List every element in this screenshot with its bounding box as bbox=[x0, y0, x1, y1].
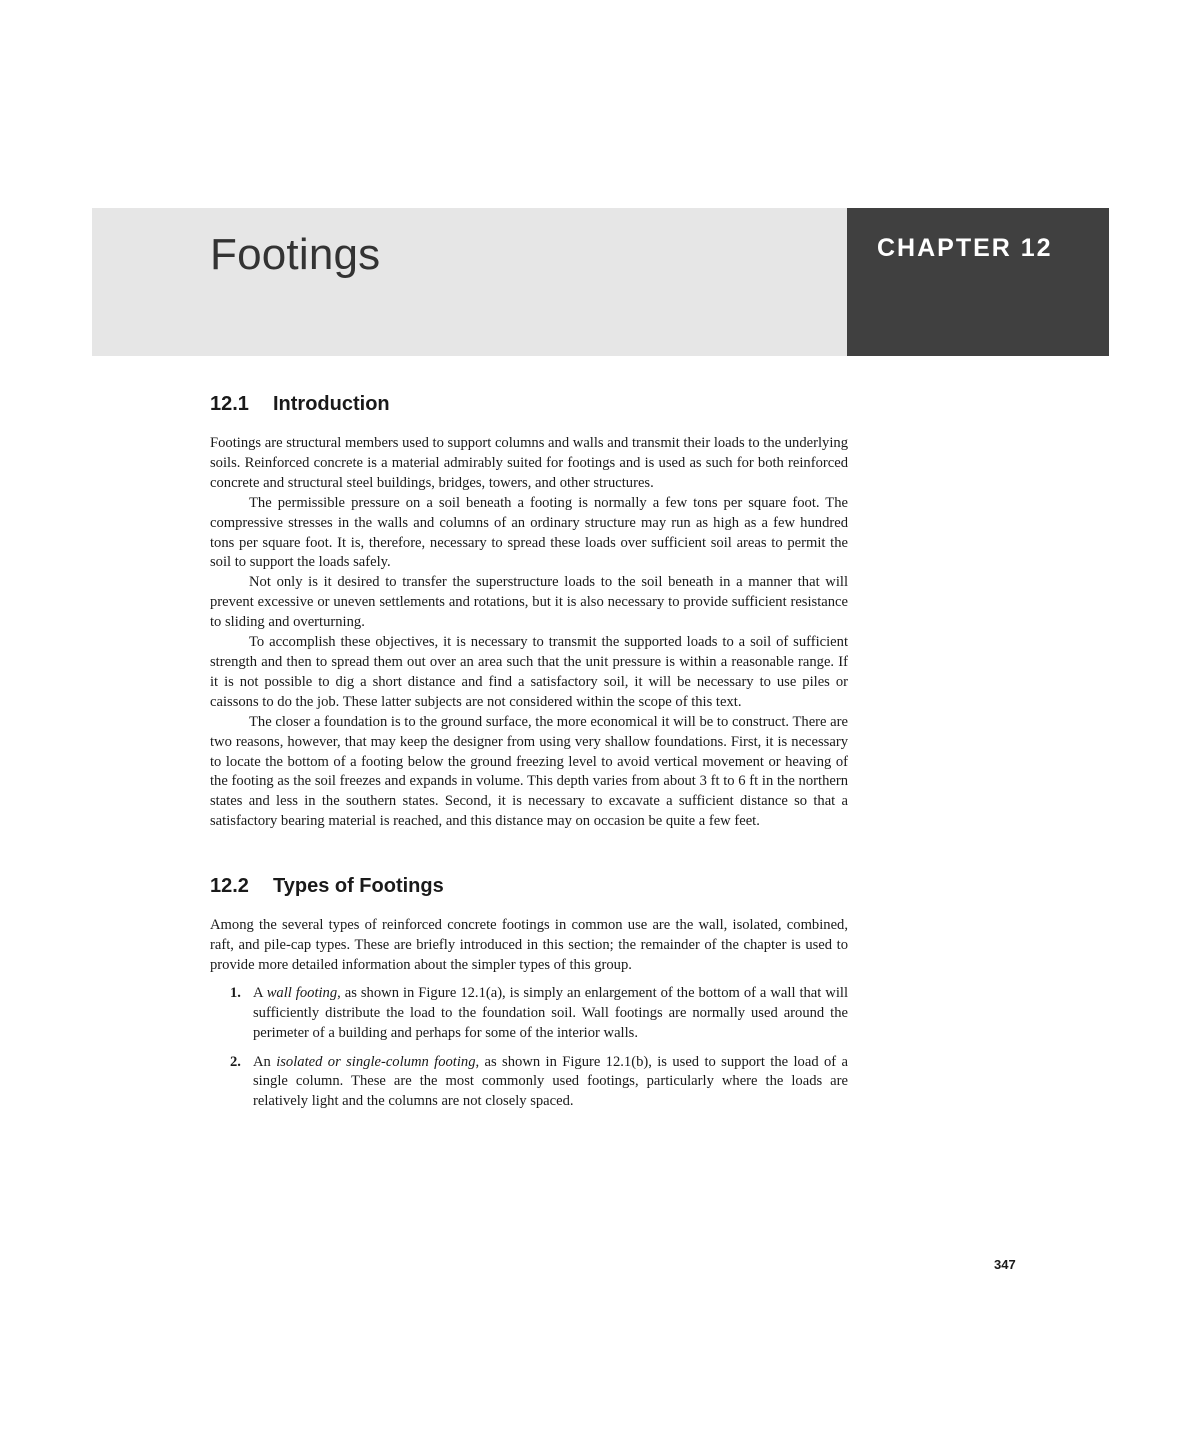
list-item bbox=[210, 984, 848, 1044]
list-item-term: isolated or single-column footing bbox=[276, 1053, 476, 1070]
list-item-lead: A bbox=[253, 984, 267, 1001]
list-marker: 2. bbox=[230, 1053, 241, 1070]
section-title: Introduction bbox=[273, 393, 390, 415]
list-item-body: , as shown in Figure 12.1(a), is simply an enlargement of the bottom of a wall that will sufficiently distribute the load to the foundation soil. Wall footings are normally used around the perimeter of a building and perhaps for some of the interior walls. bbox=[253, 984, 848, 1041]
chapter-title: Footings bbox=[210, 230, 381, 279]
chapter-label: CHAPTER 12 bbox=[877, 234, 1053, 262]
section-number: 12.2 bbox=[210, 875, 249, 898]
chapter-header-band bbox=[92, 208, 847, 356]
chapter-number-box bbox=[847, 208, 1109, 356]
list-item-body: , as shown in Figure 12.1(b), is used to support the load of a single column. These are the most commonly used footings, particularly where the loads are relatively light and the columns are not closely spaced. bbox=[253, 1053, 848, 1110]
list-marker: 1. bbox=[230, 984, 241, 1001]
paragraph: Not only is it desired to transfer the superstructure loads to the soil beneath in a manner that will prevent excessive or uneven settlements and rotations, but it is also necessary to provide sufficient resistance to sliding and overturning. bbox=[210, 574, 848, 631]
page-body bbox=[210, 390, 848, 1121]
section-heading-introduction bbox=[210, 390, 848, 418]
paragraph: The permissible pressure on a soil beneath a footing is normally a few tons per square foot. The compressive stresses in the walls and columns of an ordinary structure may run as high as a few hundred tons per square foot. It is, therefore, necessary to spread these loads over sufficient soil areas to permit the soil to support the loads safely. bbox=[210, 494, 848, 571]
section-heading-types-of-footings bbox=[210, 872, 848, 900]
paragraph: Footings are structural members used to support columns and walls and transmit their loads to the underlying soils. Reinforced concrete is a material admirably suited for footings and is used as such for both reinforced concrete and structural steel buildings, bridges, towers, and other structures. bbox=[210, 435, 848, 491]
list-item-term: wall footing bbox=[266, 984, 338, 1001]
list-item bbox=[210, 1053, 848, 1113]
page-number: 347 bbox=[994, 1257, 1016, 1272]
list-item-lead: An bbox=[253, 1053, 277, 1070]
paragraph: Among the several types of reinforced concrete footings in common use are the wall, isolated, combined, raft, and pile-cap types. These are briefly introduced in this section; the remainder of the chapter is used to provide more detailed information about the simpler types of this group. bbox=[210, 917, 848, 973]
list-item-text bbox=[253, 984, 848, 1044]
footing-types-list bbox=[210, 984, 848, 1112]
paragraph: To accomplish these objectives, it is necessary to transmit the supported loads to a soil of sufficient strength and then to spread them out over an area such that the unit pressure is within a reasonable range. If it is not possible to dig a short distance and find a satisfactory soil, it will be necessary to use piles or caissons to do the job. These latter subjects are not considered within the scope of this text. bbox=[210, 634, 848, 710]
list-item-text bbox=[253, 1053, 848, 1113]
paragraph: The closer a foundation is to the ground surface, the more economical it will be to construct. There are two reasons, however, that may keep the designer from using very shallow foundations. First, it is necessary to locate the bottom of a footing below the ground freezing level to avoid vertical movement or heaving of the footing as the soil freezes and expands in volume. This depth varies from about 3 ft to 6 ft in the northern states and less in the southern states. Second, it is necessary to excavate a sufficient distance so that a satisfactory bearing material is reached, and this distance may on occasion be quite a few feet. bbox=[210, 713, 848, 830]
section-number: 12.1 bbox=[210, 393, 249, 415]
section-title: Types of Footings bbox=[273, 875, 444, 898]
